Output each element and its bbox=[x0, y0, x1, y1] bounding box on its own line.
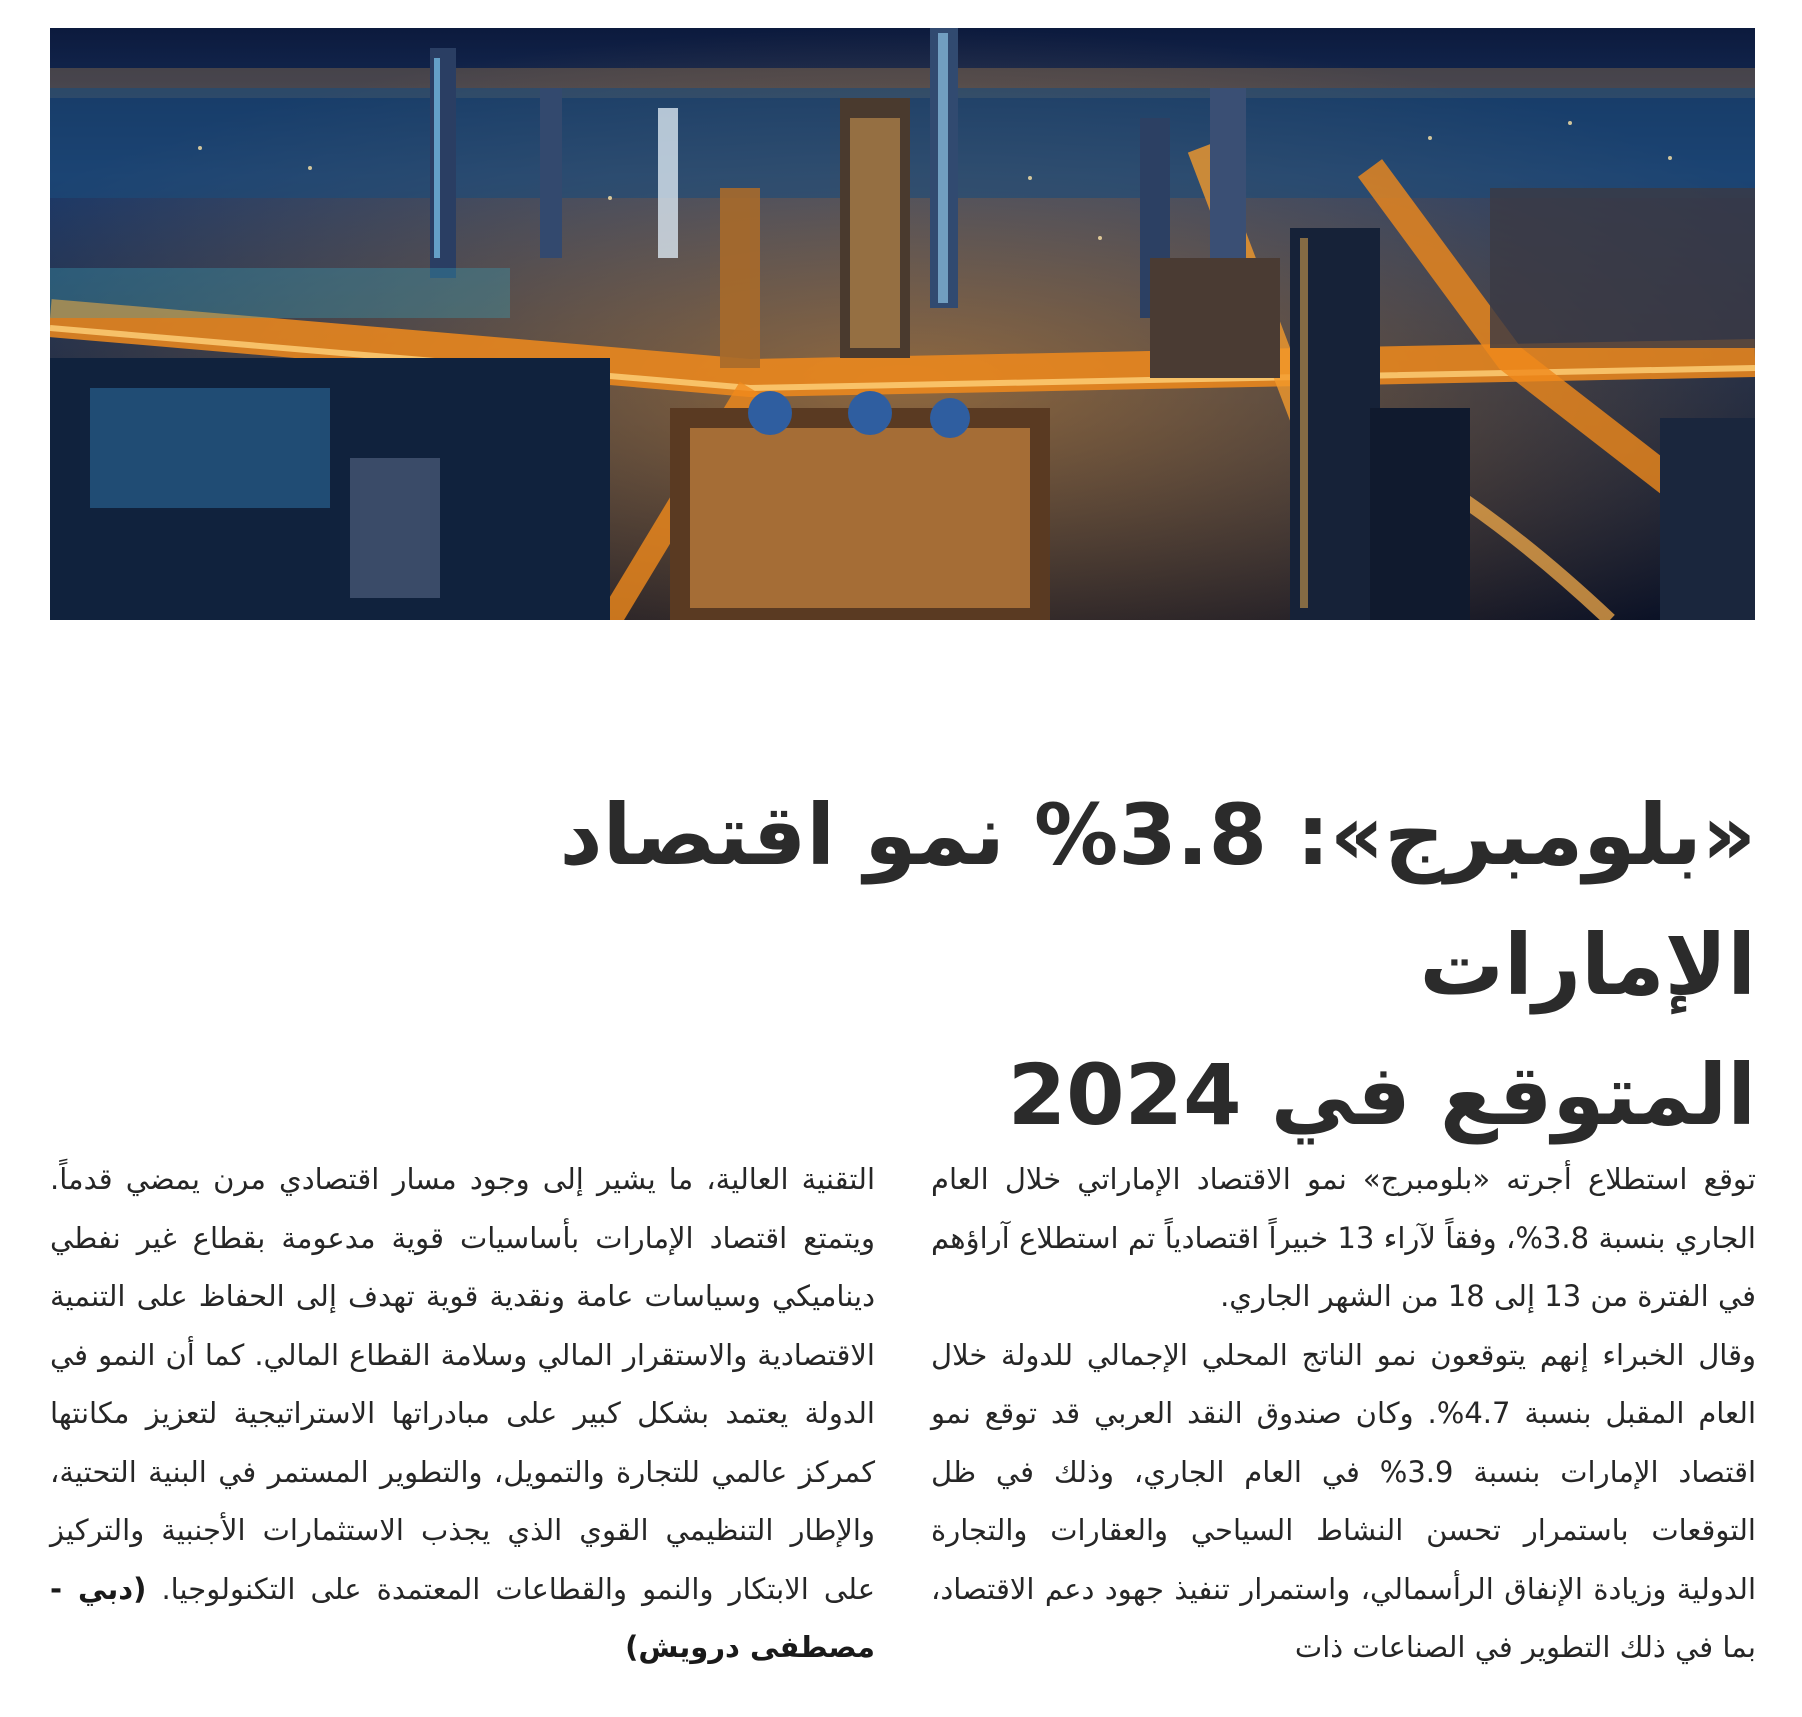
article-paragraph-3-text: التقنية العالية، ما يشير إلى وجود مسار اقتصادي مرن يمضي قدماً. ويتمتع اقتصاد الإمارات بأساسيات قوية مدعومة بقطاع غير نفطي ديناميكي وسياسات عامة ونقدية قوية تهدف إلى الحفاظ على التنمية الاقتصادية والاستقرار المالي وسلامة القطاع المالي. كما أن النمو في الدولة يعتمد بشكل كبير على مبادراتها الاستراتيجية لتعزيز مكانتها كمركز عالمي للتجارة والتمويل، والتطوير المستمر في البنية التحتية، والإطار التنظيمي القوي الذي يجذب الاستثمارات الأجنبية والتركيز على الابتكار والنمو والقطاعات المعتمدة على التكنولوجيا. bbox=[50, 1162, 875, 1606]
article-column-left bbox=[50, 1150, 875, 1677]
article-paragraph-3 bbox=[50, 1150, 875, 1677]
author-signature: (دبي - مصطفى درويش) bbox=[50, 1571, 875, 1664]
article-headline bbox=[306, 770, 1756, 1160]
article-paragraph-1: توقع استطلاع أجرته «بلومبرج» نمو الاقتصاد الإماراتي خلال العام الجاري بنسبة 3.8%، وفقاً لآراء 13 خبيراً اقتصادياً تم استطلاع آراؤهم في الفترة من 13 إلى 18 من الشهر الجاري. bbox=[931, 1162, 1756, 1313]
article-paragraph-2: وقال الخبراء إنهم يتوقعون نمو الناتج المحلي الإجمالي للدولة خلال العام المقبل بنسبة 4.7%. وكان صندوق النقد العربي قد توقع نمو اقتصاد الإمارات بنسبة 3.9% في العام الجاري، وذلك في ظل التوقعات باستمرار تحسن النشاط السياحي والعقارات والتجارة الدولية وزيادة الإنفاق الرأسمالي، واستمرار تنفيذ جهود دعم الاقتصاد، بما في ذلك التطوير في الصناعات ذات bbox=[931, 1337, 1757, 1664]
article-column-right bbox=[931, 1150, 1756, 1677]
headline-line-2: المتوقع في 2024 bbox=[1007, 1046, 1756, 1144]
city-skyline-photo bbox=[50, 28, 1755, 620]
city-skyline-illustration bbox=[50, 28, 1755, 620]
headline-line-1: «بلومبرج»: 3.8% نمو اقتصاد الإمارات bbox=[559, 786, 1756, 1014]
